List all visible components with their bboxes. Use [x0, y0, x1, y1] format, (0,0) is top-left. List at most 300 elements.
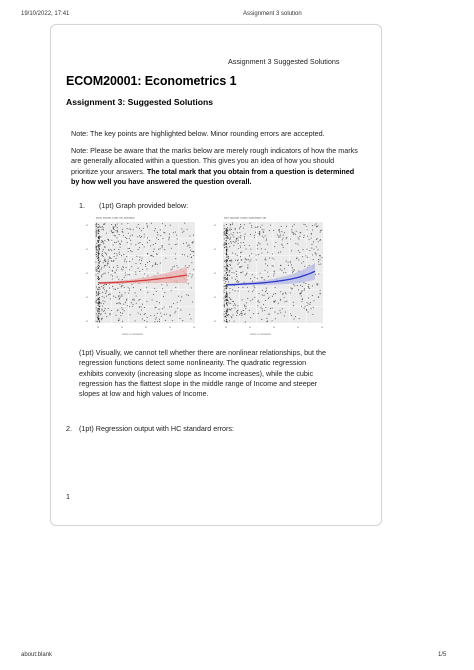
- scatter-point: [254, 287, 255, 288]
- scatter-point: [315, 252, 316, 253]
- scatter-point: [145, 266, 146, 267]
- scatter-point: [98, 316, 99, 317]
- scatter-point: [229, 246, 230, 247]
- scatter-point: [106, 316, 107, 317]
- scatter-point: [131, 284, 132, 285]
- scatter-point: [99, 236, 100, 237]
- scatter-point: [313, 300, 314, 301]
- scatter-point: [228, 243, 229, 244]
- scatter-point: [275, 242, 276, 243]
- scatter-point: [98, 294, 99, 295]
- scatter-point: [96, 271, 97, 272]
- scatter-point: [121, 223, 122, 224]
- scatter-point: [99, 245, 100, 246]
- scatter-point: [283, 247, 284, 248]
- scatter-point: [262, 236, 263, 237]
- scatter-point: [263, 229, 264, 230]
- scatter-point: [139, 257, 140, 258]
- scatter-point: [152, 299, 153, 300]
- q2-number: 2.: [66, 424, 72, 433]
- scatter-point: [269, 314, 270, 315]
- scatter-point: [98, 240, 99, 241]
- scatter-point: [284, 268, 285, 269]
- scatter-point: [125, 237, 126, 238]
- scatter-point: [183, 243, 184, 244]
- x-tick-label-unreadable: ▪▪: [249, 325, 251, 329]
- scatter-point: [229, 239, 230, 240]
- scatter-point: [247, 287, 248, 288]
- scatter-point: [109, 313, 110, 314]
- scatter-point: [96, 233, 97, 234]
- scatter-point: [308, 303, 309, 304]
- scatter-point: [136, 256, 137, 257]
- scatter-point: [273, 273, 274, 274]
- scatter-point: [101, 268, 102, 269]
- scatter-point: [130, 235, 131, 236]
- scatter-point: [189, 314, 190, 315]
- scatter-point: [121, 286, 122, 287]
- scatter-point: [247, 267, 248, 268]
- scatter-point: [228, 314, 229, 315]
- scatter-point: [280, 312, 281, 313]
- scatter-point: [281, 244, 282, 245]
- scatter-point: [228, 308, 229, 309]
- scatter-point: [170, 314, 171, 315]
- scatter-point: [302, 290, 303, 291]
- scatter-point: [97, 258, 98, 259]
- scatter-point: [147, 227, 148, 228]
- scatter-point: [98, 318, 99, 319]
- cubic-regression-scatter-plot: [210, 213, 326, 338]
- scatter-point: [159, 321, 160, 322]
- scatter-point: [125, 302, 126, 303]
- scatter-point: [133, 299, 134, 300]
- scatter-point: [230, 260, 231, 261]
- scatter-point: [259, 232, 260, 233]
- scatter-point: [284, 232, 285, 233]
- scatter-point: [101, 275, 102, 276]
- scatter-point: [240, 226, 241, 227]
- scatter-point: [149, 240, 150, 241]
- scatter-point: [170, 225, 171, 226]
- scatter-point: [264, 270, 265, 271]
- scatter-point: [115, 272, 116, 273]
- scatter-point: [171, 306, 172, 307]
- scatter-point: [119, 252, 120, 253]
- scatter-point: [295, 234, 296, 235]
- scatter-point: [191, 262, 192, 263]
- scatter-point: [263, 232, 264, 233]
- scatter-point: [172, 266, 173, 267]
- scatter-point: [158, 239, 159, 240]
- q1-answer: [79, 348, 369, 399]
- scatter-point: [241, 315, 242, 316]
- scatter-point: [102, 226, 103, 227]
- scatter-point: [125, 292, 126, 293]
- scatter-point: [131, 251, 132, 252]
- scatter-point: [157, 264, 158, 265]
- scatter-point: [224, 283, 225, 284]
- scatter-point: [303, 224, 304, 225]
- scatter-point: [140, 314, 141, 315]
- scatter-point: [309, 250, 310, 251]
- scatter-point: [133, 229, 134, 230]
- scatter-point: [159, 309, 160, 310]
- scatter-point: [294, 269, 295, 270]
- scatter-point: [117, 288, 118, 289]
- scatter-point: [223, 290, 224, 291]
- scatter-point: [249, 255, 250, 256]
- scatter-point: [233, 245, 234, 246]
- scatter-point: [229, 288, 230, 289]
- scatter-point: [227, 227, 228, 228]
- scatter-point: [258, 254, 259, 255]
- scatter-point: [144, 234, 145, 235]
- scatter-point: [98, 299, 99, 300]
- scatter-point: [103, 249, 104, 250]
- scatter-point: [147, 275, 148, 276]
- scatter-point: [119, 298, 120, 299]
- scatter-point: [146, 223, 147, 224]
- scatter-point: [187, 267, 188, 268]
- scatter-point: [306, 310, 307, 311]
- scatter-point: [305, 306, 306, 307]
- scatter-point: [127, 242, 128, 243]
- scatter-point: [157, 232, 158, 233]
- scatter-point: [98, 233, 99, 234]
- scatter-point: [105, 261, 106, 262]
- scatter-point: [138, 224, 139, 225]
- scatter-point: [302, 249, 303, 250]
- scatter-point: [304, 266, 305, 267]
- scatter-point: [235, 290, 236, 291]
- scatter-point: [250, 234, 251, 235]
- scatter-point: [251, 253, 252, 254]
- scatter-point: [126, 261, 127, 262]
- scatter-point: [241, 272, 242, 273]
- scatter-point: [320, 239, 321, 240]
- scatter-point: [262, 290, 263, 291]
- scatter-point: [229, 275, 230, 276]
- scatter-point: [137, 236, 138, 237]
- scatter-point: [119, 254, 120, 255]
- scatter-point: [255, 254, 256, 255]
- scatter-point: [117, 310, 118, 311]
- scatter-point: [147, 225, 148, 226]
- scatter-point: [225, 316, 226, 317]
- scatter-point: [268, 297, 269, 298]
- y-tick-label-unreadable: ▪▪: [214, 247, 216, 251]
- scatter-point: [225, 260, 226, 261]
- scatter-point: [95, 235, 96, 236]
- scatter-point: [182, 320, 183, 321]
- scatter-point: [129, 274, 130, 275]
- scatter-point: [279, 230, 280, 231]
- scatter-point: [170, 269, 171, 270]
- scatter-point: [316, 239, 317, 240]
- scatter-point: [188, 283, 189, 284]
- scatter-point: [294, 233, 295, 234]
- scatter-point: [319, 259, 320, 260]
- scatter-point: [235, 239, 236, 240]
- scatter-point: [118, 279, 119, 280]
- scatter-point: [258, 242, 259, 243]
- scatter-point: [274, 246, 275, 247]
- scatter-point: [122, 285, 123, 286]
- scatter-point: [239, 227, 240, 228]
- scatter-point: [229, 297, 230, 298]
- scatter-point: [165, 258, 166, 259]
- scatter-point: [111, 231, 112, 232]
- scatter-point: [121, 307, 122, 308]
- scatter-point: [223, 286, 224, 287]
- scatter-point: [225, 281, 226, 282]
- x-axis-label-unreadable: ▪▪▪▪▪▪ ▪▪ ▪▪▪▪▪▪▪▪▪▪: [250, 332, 271, 336]
- scatter-point: [97, 273, 98, 274]
- scatter-point: [135, 271, 136, 272]
- scatter-point: [226, 233, 227, 234]
- scatter-point: [123, 254, 124, 255]
- page-subtitle: Assignment 3: Suggested Solutions: [66, 97, 214, 107]
- scatter-point: [98, 259, 99, 260]
- scatter-point: [105, 293, 106, 294]
- scatter-point: [272, 320, 273, 321]
- scatter-point: [111, 224, 112, 225]
- y-tick-label-unreadable: ▪▪: [86, 223, 88, 227]
- scatter-point: [98, 302, 99, 303]
- scatter-point: [130, 229, 131, 230]
- scatter-point: [140, 237, 141, 238]
- scatter-point: [238, 290, 239, 291]
- scatter-point: [99, 238, 100, 239]
- scatter-point: [290, 262, 291, 263]
- scatter-point: [139, 259, 140, 260]
- scatter-point: [308, 312, 309, 313]
- scatter-point: [245, 306, 246, 307]
- scatter-point: [119, 302, 120, 303]
- scatter-point: [225, 279, 226, 280]
- scatter-point: [306, 249, 307, 250]
- scatter-point: [146, 287, 147, 288]
- scatter-point: [132, 299, 133, 300]
- scatter-point: [96, 302, 97, 303]
- scatter-point: [226, 279, 227, 280]
- scatter-point: [240, 224, 241, 225]
- scatter-point: [244, 305, 245, 306]
- scatter-point: [239, 262, 240, 263]
- scatter-point: [98, 262, 99, 263]
- scatter-point: [106, 290, 107, 291]
- scatter-point: [321, 257, 322, 258]
- scatter-point: [130, 240, 131, 241]
- scatter-point: [95, 246, 96, 247]
- scatter-point: [311, 233, 312, 234]
- scatter-point: [95, 301, 96, 302]
- scatter-point: [178, 296, 179, 297]
- scatter-point: [226, 311, 227, 312]
- scatter-point: [101, 276, 102, 277]
- scatter-point: [314, 225, 315, 226]
- scatter-point: [281, 231, 282, 232]
- scatter-point: [138, 249, 139, 250]
- scatter-point: [138, 243, 139, 244]
- course-title: ECOM20001: Econometrics 1: [66, 74, 237, 88]
- scatter-point: [118, 249, 119, 250]
- scatter-point: [109, 314, 110, 315]
- scatter-point: [139, 299, 140, 300]
- scatter-point: [245, 321, 246, 322]
- scatter-point: [117, 309, 118, 310]
- note-marks-plain: prioritize your answers.: [71, 166, 147, 176]
- scatter-point: [224, 311, 225, 312]
- scatter-point: [111, 274, 112, 275]
- scatter-point: [136, 295, 137, 296]
- scatter-point: [95, 254, 96, 255]
- scatter-point: [172, 268, 173, 269]
- scatter-point: [280, 235, 281, 236]
- scatter-point: [235, 279, 236, 280]
- scatter-point: [232, 235, 233, 236]
- scatter-point: [151, 223, 152, 224]
- scatter-point: [176, 235, 177, 236]
- q1-answer-line-2: regression functions detect some nonlinearity. The quadratic regression: [79, 358, 307, 368]
- scatter-point: [98, 229, 99, 230]
- scatter-point: [155, 243, 156, 244]
- scatter-point: [290, 238, 291, 239]
- x-tick-label-unreadable: ▪▪: [145, 325, 147, 329]
- scatter-point: [110, 298, 111, 299]
- scatter-point: [99, 297, 100, 298]
- scatter-point: [101, 242, 102, 243]
- scatter-point: [168, 239, 169, 240]
- q1-number: 1.: [79, 201, 85, 210]
- scatter-point: [230, 227, 231, 228]
- scatter-point: [141, 236, 142, 237]
- scatter-point: [296, 258, 297, 259]
- scatter-point: [105, 308, 106, 309]
- scatter-point: [99, 270, 100, 271]
- scatter-point: [246, 274, 247, 275]
- scatter-point: [227, 247, 228, 248]
- scatter-point: [303, 261, 304, 262]
- scatter-point: [115, 226, 116, 227]
- scatter-point: [227, 305, 228, 306]
- scatter-point: [292, 226, 293, 227]
- scatter-point: [114, 242, 115, 243]
- scatter-point: [261, 319, 262, 320]
- scatter-point: [171, 290, 172, 291]
- scatter-point: [180, 309, 181, 310]
- scatter-point: [127, 305, 128, 306]
- scatter-point: [313, 241, 314, 242]
- scatter-point: [303, 237, 304, 238]
- scatter-point: [306, 302, 307, 303]
- scatter-point: [98, 305, 99, 306]
- scatter-point: [96, 293, 97, 294]
- scatter-point: [311, 244, 312, 245]
- scatter-point: [298, 250, 299, 251]
- scatter-point: [109, 267, 110, 268]
- scatter-point: [224, 242, 225, 243]
- scatter-point: [265, 300, 266, 301]
- scatter-point: [144, 314, 145, 315]
- scatter-point: [275, 300, 276, 301]
- scatter-point: [164, 249, 165, 250]
- scatter-point: [293, 302, 294, 303]
- scatter-point: [168, 238, 169, 239]
- scatter-point: [97, 276, 98, 277]
- scatter-point: [101, 319, 102, 320]
- scatter-point: [244, 314, 245, 315]
- scatter-point: [234, 242, 235, 243]
- scatter-point: [237, 313, 238, 314]
- scatter-point: [98, 237, 99, 238]
- scatter-point: [112, 278, 113, 279]
- scatter-point: [226, 321, 227, 322]
- scatter-point: [253, 286, 254, 287]
- scatter-point: [320, 263, 321, 264]
- scatter-point: [96, 224, 97, 225]
- scatter-point: [102, 292, 103, 293]
- scatter-point: [135, 320, 136, 321]
- scatter-point: [237, 310, 238, 311]
- scatter-point: [267, 293, 268, 294]
- scatter-point: [259, 302, 260, 303]
- scatter-point: [143, 228, 144, 229]
- scatter-point: [235, 253, 236, 254]
- scatter-point: [98, 268, 99, 269]
- scatter-point: [307, 236, 308, 237]
- scatter-point: [239, 228, 240, 229]
- scatter-point: [249, 261, 250, 262]
- scatter-point: [282, 239, 283, 240]
- scatter-point: [101, 309, 102, 310]
- scatter-point: [101, 303, 102, 304]
- scatter-point: [234, 303, 235, 304]
- scatter-point: [117, 230, 118, 231]
- scatter-point: [226, 263, 227, 264]
- scatter-point: [114, 256, 115, 257]
- scatter-point: [273, 230, 274, 231]
- scatter-point: [96, 243, 97, 244]
- scatter-point: [138, 300, 139, 301]
- scatter-point: [184, 223, 185, 224]
- scatter-point: [286, 237, 287, 238]
- scatter-point: [226, 293, 227, 294]
- scatter-point: [264, 310, 265, 311]
- scatter-point: [305, 255, 306, 256]
- scatter-point: [180, 300, 181, 301]
- scatter-point: [107, 239, 108, 240]
- scatter-point: [101, 313, 102, 314]
- scatter-point: [154, 321, 155, 322]
- scatter-point: [129, 261, 130, 262]
- scatter-point: [103, 229, 104, 230]
- scatter-point: [284, 301, 285, 302]
- scatter-point: [224, 275, 225, 276]
- scatter-point: [98, 303, 99, 304]
- scatter-point: [241, 260, 242, 261]
- scatter-point: [243, 310, 244, 311]
- scatter-point: [320, 293, 321, 294]
- scatter-point: [104, 284, 105, 285]
- scatter-point: [128, 229, 129, 230]
- scatter-point: [282, 245, 283, 246]
- scatter-point: [300, 285, 301, 286]
- scatter-point: [184, 254, 185, 255]
- scatter-point: [107, 263, 108, 264]
- scatter-point: [227, 265, 228, 266]
